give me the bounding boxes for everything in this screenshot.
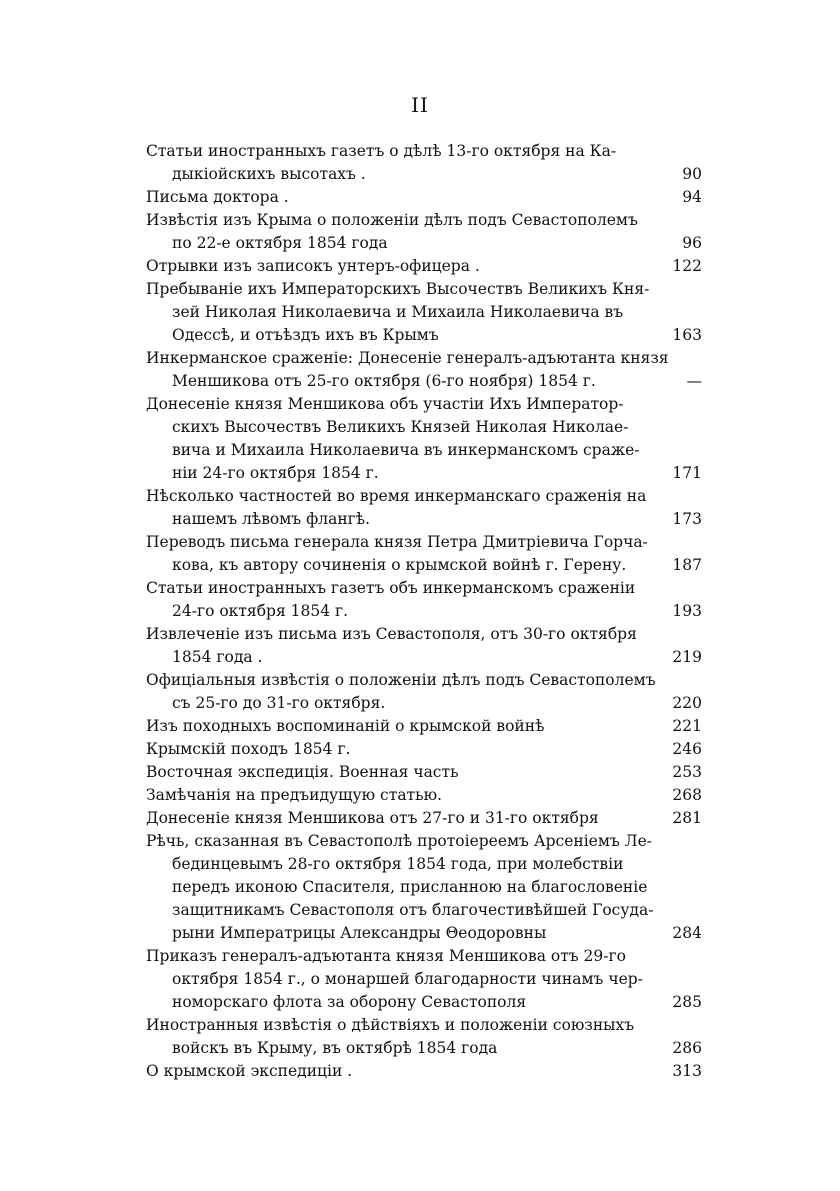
toc-entry xyxy=(146,347,702,393)
toc-entry-line: номорскаго флота за оборону Севастополя xyxy=(172,993,527,1011)
toc-entry xyxy=(146,830,702,945)
toc-page-number: 193 xyxy=(666,600,702,623)
toc-entry-line: Замѣчанія на предъидущую статью. xyxy=(146,786,442,804)
toc-entry-line: Восточная экспедиція. Военная часть xyxy=(146,763,459,781)
toc-page-number: 94 xyxy=(676,186,702,209)
toc-entry-line: Офиціальныя извѣстія о положеніи дѣлъ подъ Севастополемъ xyxy=(146,671,656,689)
toc-entry-line: нашемъ лѣвомъ флангѣ. xyxy=(172,510,371,528)
toc-page-number: 173 xyxy=(666,508,702,531)
toc-page-number: 253 xyxy=(666,761,702,784)
toc-page-number: 281 xyxy=(666,807,702,830)
toc-page-number: 219 xyxy=(666,646,702,669)
toc-entry xyxy=(146,669,702,715)
toc-entry xyxy=(146,186,702,209)
toc-entry xyxy=(146,140,702,186)
toc-page-number: 246 xyxy=(666,738,702,761)
toc-entry-line: передъ иконою Спасителя, присланною на благословеніе xyxy=(172,878,648,896)
toc-page-number: 122 xyxy=(666,255,702,278)
toc-entry xyxy=(146,945,702,1014)
toc-entry xyxy=(146,531,702,577)
toc-entry-line: ніи 24-го октября 1854 г. xyxy=(172,464,379,482)
toc-page-number: 90 xyxy=(676,163,702,186)
page-number: II xyxy=(411,93,429,117)
toc-entry xyxy=(146,209,702,255)
toc-entry-line: кова, къ автору сочиненія о крымской войнѣ г. Герену. xyxy=(172,556,627,574)
toc-entry-line: скихъ Высочествъ Великихъ Князей Николая Николае- xyxy=(172,418,629,436)
toc-entry xyxy=(146,623,702,669)
toc-entry-line: 1854 года . xyxy=(172,648,263,666)
toc-entry xyxy=(146,255,702,278)
toc-entry-line: Письма доктора . xyxy=(146,188,289,206)
toc-page-number: 220 xyxy=(666,692,702,715)
toc-page-number: — xyxy=(681,370,703,393)
toc-entry-line: Иностранныя извѣстія о дѣйствіяхъ и положеніи союзныхъ xyxy=(146,1016,635,1034)
toc-entry xyxy=(146,1060,702,1083)
toc-entry-line: зей Николая Николаевича и Михаила Николаевича въ xyxy=(172,303,624,321)
toc-entry-line: по 22-е октября 1854 года xyxy=(172,234,388,252)
toc-entry xyxy=(146,1014,702,1060)
toc-entry xyxy=(146,393,702,485)
toc-page-number: 285 xyxy=(666,991,702,1014)
toc-entry xyxy=(146,715,702,738)
toc-entry xyxy=(146,278,702,347)
toc-page-number: 286 xyxy=(666,1037,702,1060)
toc-entry-line: Отрывки изъ записокъ унтеръ-офицера . xyxy=(146,257,480,275)
toc-page-number: 163 xyxy=(666,324,702,347)
toc-entry-line: Меншикова отъ 25-го октября (6-го ноября) 1854 г. xyxy=(172,372,596,390)
toc-entry-line: Пребываніе ихъ Императорскихъ Высочествъ Великихъ Кня- xyxy=(146,280,650,298)
toc-entry xyxy=(146,784,702,807)
toc-entry-line: О крымской экспедиціи . xyxy=(146,1062,353,1080)
toc-entry-line: Переводъ письма генерала князя Петра Дмитріевича Горча- xyxy=(146,533,648,551)
toc-entry-line: Донесеніе князя Меншикова объ участіи Ихъ Император- xyxy=(146,395,624,413)
toc-entry-line: войскъ въ Крыму, въ октябрѣ 1854 года xyxy=(172,1039,498,1057)
toc-entry-line: Одессѣ, и отъѣздъ ихъ въ Крымъ xyxy=(172,326,439,344)
toc-entry xyxy=(146,485,702,531)
toc-entry-line: Нѣсколько частностей во время инкерманскаго сраженія на xyxy=(146,487,647,505)
toc-entry-line: Донесеніе князя Меншикова отъ 27-го и 31-го октября xyxy=(146,809,599,827)
toc-entry-line: вича и Михаила Николаевича въ инкерманскомъ сраже- xyxy=(172,441,640,459)
toc-entry xyxy=(146,761,702,784)
toc-page-number: 313 xyxy=(666,1060,702,1083)
toc-page-number: 96 xyxy=(676,232,702,255)
toc-entry xyxy=(146,738,702,761)
toc-entry-line: бединцевымъ 28-го октября 1854 года, при молебствіи xyxy=(172,855,624,873)
toc-page-number: 171 xyxy=(666,462,702,485)
toc-entry-line: Статьи иностранныхъ газетъ объ инкерманскомъ сраженіи xyxy=(146,579,636,597)
toc-entry-line: съ 25-го до 31-го октября. xyxy=(172,694,386,712)
toc-entry-line: Приказъ генералъ-адъютанта князя Меншикова отъ 29-го xyxy=(146,947,626,965)
toc-entry-line: Инкерманское сраженіе: Донесеніе генералъ-адъютанта князя xyxy=(146,349,669,367)
toc-page-number: 268 xyxy=(666,784,702,807)
toc-entry-line: 24-го октября 1854 г. xyxy=(172,602,349,620)
toc-page-number: 284 xyxy=(666,922,702,945)
toc-page-number: 187 xyxy=(666,554,702,577)
toc-entry-line: рыни Императрицы Александры Θеодоровны xyxy=(172,924,547,942)
toc-entry-line: защитникамъ Севастополя отъ благочестивѣйшей Госуда- xyxy=(172,901,654,919)
toc-entry xyxy=(146,577,702,623)
toc-entry-line: Извлеченіе изъ письма изъ Севастополя, отъ 30-го октября xyxy=(146,625,637,643)
toc-page-number: 221 xyxy=(666,715,702,738)
toc-entry-line: Крымскій походъ 1854 г. xyxy=(146,740,351,758)
toc-entry-line: Извѣстія изъ Крыма о положеніи дѣлъ подъ Севастополемъ xyxy=(146,211,638,229)
toc-entry-line: Статьи иностранныхъ газетъ о дѣлѣ 13-го октября на Ка- xyxy=(146,142,617,160)
toc-entry-line: Рѣчь, сказанная въ Севастополѣ протоіереемъ Арсеніемъ Ле- xyxy=(146,832,653,850)
toc-entry-line: Изъ походныхъ воспоминаній о крымской войнѣ xyxy=(146,717,545,735)
table-of-contents xyxy=(146,140,702,1083)
toc-entry-line: дыкіойскихъ высотахъ . xyxy=(172,165,366,183)
toc-entry-line: октября 1854 г., о монаршей благодарности чинамъ чер- xyxy=(172,970,643,988)
toc-entry xyxy=(146,807,702,830)
